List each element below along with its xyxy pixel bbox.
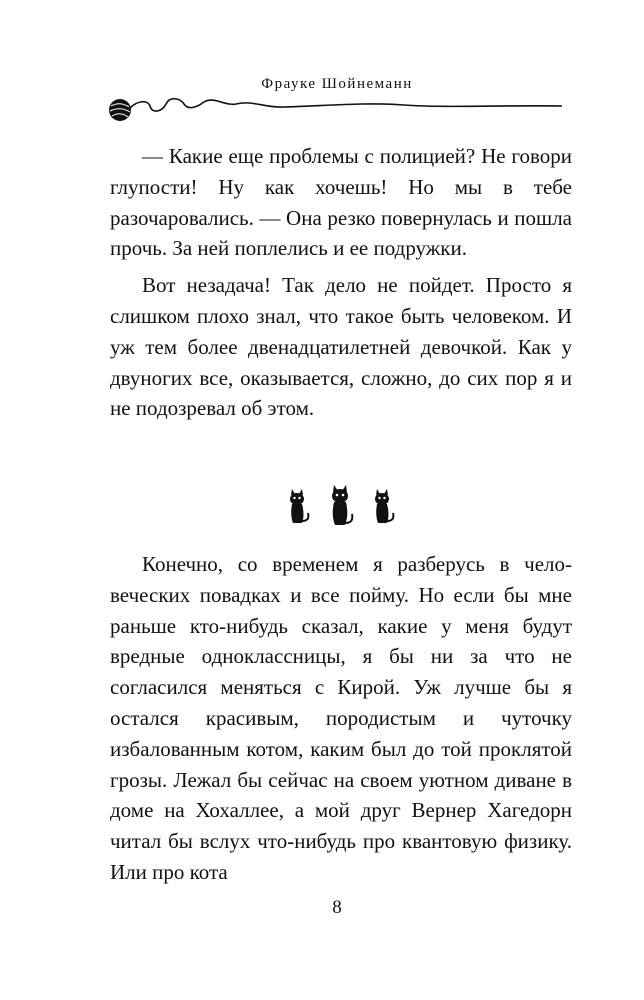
three-cats-icon <box>280 485 400 529</box>
text-block-before-break <box>110 141 572 424</box>
paragraph: Конечно, со временем я разберусь в человеческих повадках и все пойму. Но если бы мне раньше кто-нибудь сказал, какие у меня будут вредные одноклассницы, я бы ни за что не согласился меняться с Кирой. Уж лучше бы я остался красивым, породистым и чуточку избалованным котом, каким был до той проклятой грозы. Лежал бы сейчас на своем уютном диване в доме на Хохаллее, а мой друг Вернер Хагедорн читал бы вслух что-нибудь про квантовую физику. Или про кота <box>110 552 572 884</box>
paragraph: Вот незадача! Так дело не пойдет. Просто я слишком плохо знал, что такое быть человеком. И уж тем более двенадцатилетней девочкой. Как у двуногих все, оказывается, сложно, до сих пор я и не подозревал об этом. <box>110 273 572 421</box>
page-number: 8 <box>332 897 342 918</box>
text-block-after-break <box>110 549 572 888</box>
paragraph: — Какие еще проблемы с полицией? Не говори глупости! Ну как хочешь! Но мы в тебе разочаровались. — Она резко повернулась и пошла прочь. За ней поплелись и ее подружки. <box>110 144 572 261</box>
running-head-author: Фрауке Шойнеманн <box>261 76 413 92</box>
yarn-ball-icon <box>109 99 131 121</box>
yarn-ball-thread-ornament <box>104 92 564 124</box>
